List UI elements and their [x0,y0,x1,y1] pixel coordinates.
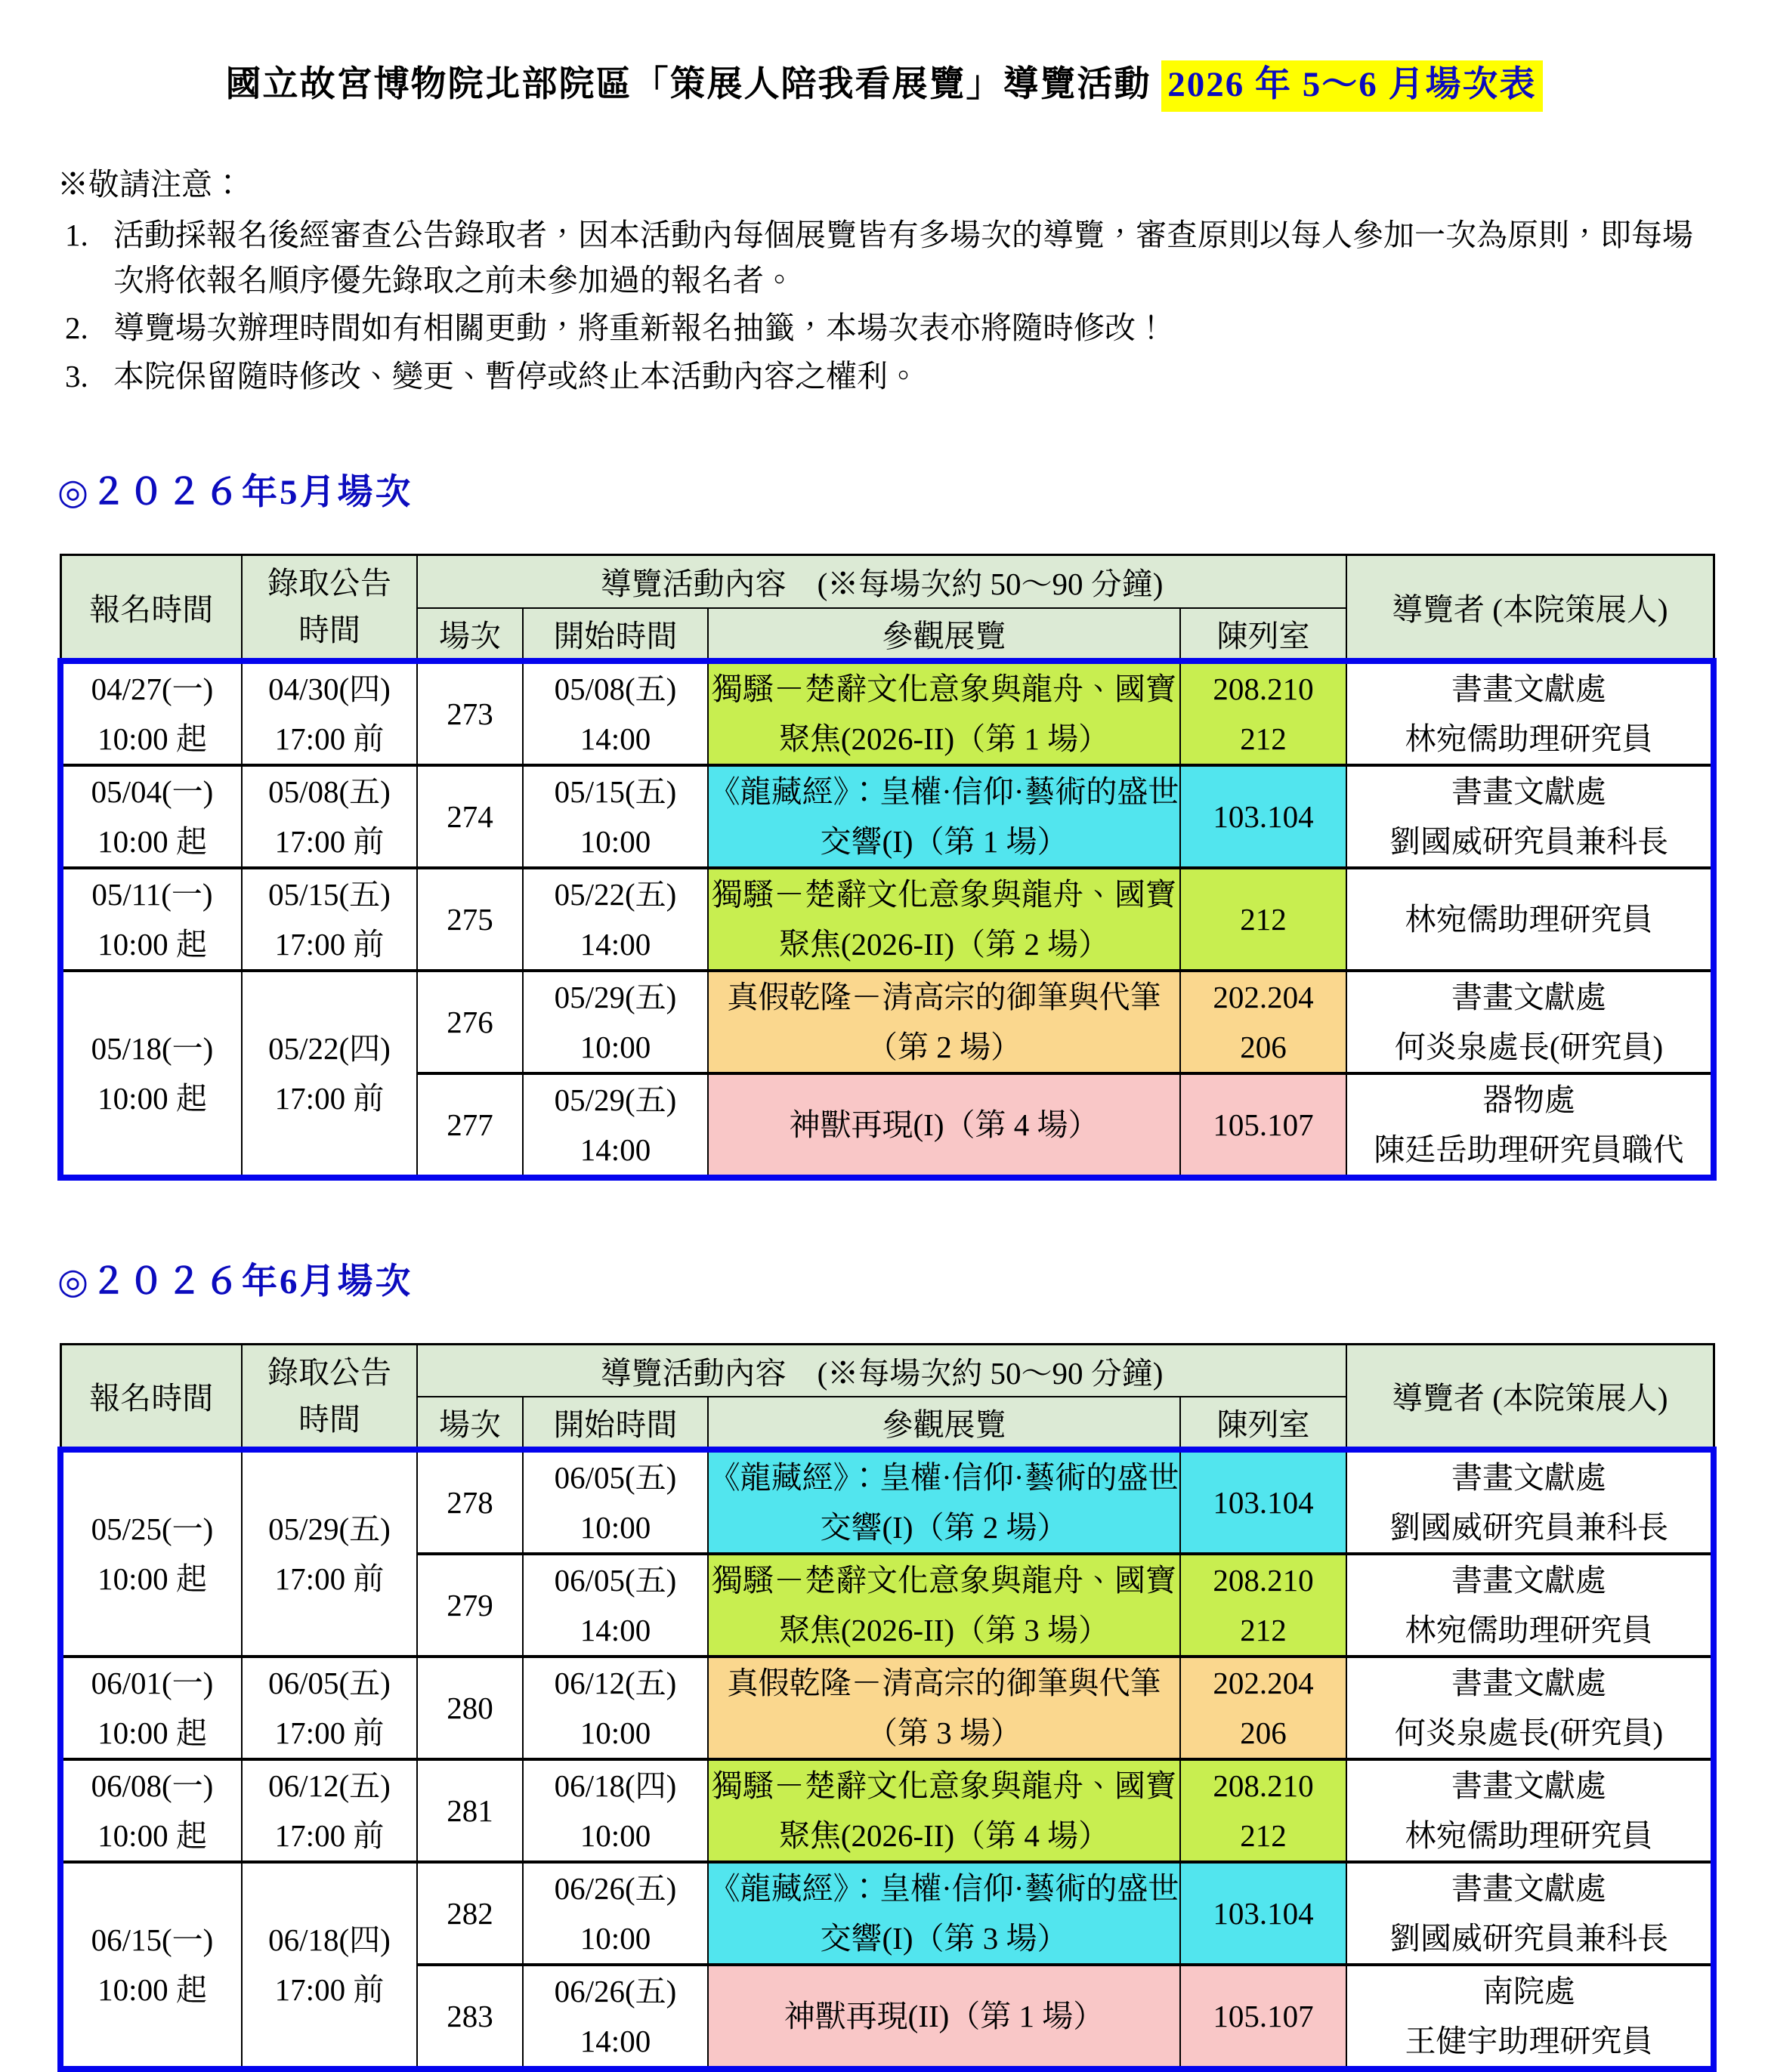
cell-line: 05/15(五) [554,774,677,809]
cell-line: 06/05(五) [554,1460,677,1496]
start-time-cell [523,971,708,1073]
cell-line: 06/08(一) [91,1768,214,1804]
table-body [60,661,1714,1178]
schedule-table-may [57,554,1717,1181]
table-row [60,1862,1714,1965]
session-no-cell: 282 [417,1862,523,1965]
column-header-content: 導覽活動內容 (※每場次約 50～90 分鐘) [417,555,1346,608]
column-header-gallery: 陳列室 [1180,1397,1346,1450]
start-time-cell [523,1862,708,1965]
exhibition-cell: 《龍藏經》：皇權·信仰·藝術的盛世交響(I)（第 1 場） [708,765,1180,868]
cell-line: 10:00 起 [97,1818,207,1854]
announce-time-cell [242,971,417,1178]
cell-line: 06/01(一) [91,1666,214,1701]
cell-line: 14:00 [580,1613,651,1648]
gallery-cell [1180,1862,1346,1965]
cell-line: 206 [1240,1715,1287,1751]
cell-line: 04/27(一) [91,671,214,706]
cell-line: 10:00 [580,1715,651,1751]
cell-line: 202.204 [1213,1666,1314,1701]
column-header-exhibition: 參觀展覽 [708,1397,1180,1450]
announce-time-cell [242,1862,417,2069]
table-row [60,661,1714,765]
cell-line: 器物處 [1482,1082,1575,1117]
cell-line: 10:00 [580,1921,651,1956]
cell-line: 14:00 [580,1132,651,1167]
exhibition-cell: 獨騷－楚辭文化意象與龍舟、國寶聚焦(2026-II)（第 4 場） [708,1759,1180,1862]
start-time-cell [523,1965,708,2069]
cell-line: 錄取公告 [267,566,391,601]
announce-time-cell [242,1759,417,1862]
cell-line: 05/22(四) [268,1030,391,1066]
cell-line: 04/30(四) [268,671,391,706]
gallery-cell [1180,765,1346,868]
session-no-cell: 276 [417,971,523,1073]
cell-line: 17:00 前 [274,926,385,962]
exhibition-cell: 獨騷－楚辭文化意象與龍舟、國寶聚焦(2026-II)（第 3 場） [708,1554,1180,1657]
cell-line: 10:00 [580,1818,651,1854]
guide-cell [1346,1073,1714,1178]
announce-time-cell [242,1657,417,1759]
cell-line: 時間 [298,1401,360,1437]
guide-cell [1346,765,1714,868]
table-row [60,1759,1714,1862]
cell-line: 林宛儒助理研究員 [1405,901,1653,937]
cell-line: 10:00 起 [97,1715,207,1751]
session-no-cell: 277 [417,1073,523,1178]
guide-cell [1346,1554,1714,1657]
cell-line: 06/12(五) [554,1666,677,1701]
cell-line: 書畫文獻處 [1451,671,1606,706]
section-heading-may: ◎２０２６年5月場次 [57,473,413,513]
column-header-session: 場次 [417,608,523,661]
session-no-cell: 275 [417,868,523,971]
cell-line: 林宛儒助理研究員 [1405,1818,1653,1854]
cell-line: 書畫文獻處 [1451,979,1606,1014]
cell-line: 10:00 起 [97,1080,207,1116]
announce-time-cell [242,868,417,971]
signup-time-cell [60,868,242,971]
announce-time-cell [242,1450,417,1657]
cell-line: 17:00 前 [274,721,385,756]
cell-line: 林宛儒助理研究員 [1405,1613,1653,1648]
cell-line: 書畫文獻處 [1451,1768,1606,1804]
cell-line: 06/05(五) [554,1563,677,1598]
cell-line: 202.204 [1213,979,1314,1014]
guide-cell [1346,661,1714,765]
cell-line: 10:00 起 [97,1561,207,1597]
column-header-content: 導覽活動內容 (※每場次約 50～90 分鐘) [417,1344,1346,1397]
title-highlight: 2026 年 5～6 月場次表 [1161,60,1542,112]
column-header-guide: 導覽者 (本院策展人) [1346,555,1714,661]
notes-block [57,162,1711,399]
cell-line: 17:00 前 [274,1972,385,2008]
table-header [60,1344,1714,1450]
table-row [60,868,1714,971]
cell-line: 208.210 [1213,1563,1314,1598]
schedule-table-june [57,1343,1717,2072]
note-item [57,306,1711,350]
cell-line: 10:00 [580,1510,651,1546]
cell-line: 212 [1240,1818,1287,1854]
signup-time-cell [60,661,242,765]
cell-line: 陳廷岳助理研究員職代 [1374,1132,1684,1167]
note-number: 1. [65,218,88,253]
cell-line: 劉國威研究員兼科長 [1389,1921,1668,1956]
cell-line: 10:00 起 [97,926,207,962]
session-no-cell: 274 [417,765,523,868]
signup-time-cell [60,1450,242,1657]
section-heading-june: ◎２０２６年6月場次 [57,1261,413,1302]
column-header-signup: 報名時間 [60,555,242,661]
cell-line: 208.210 [1213,1768,1314,1804]
cell-line: 何炎泉處長(研究員) [1394,1029,1664,1064]
start-time-cell [523,765,708,868]
start-time-cell [523,1450,708,1554]
column-header-session: 場次 [417,1397,523,1450]
cell-line: 林宛儒助理研究員 [1405,721,1653,756]
cell-line: 05/08(五) [554,671,677,706]
session-no-cell: 280 [417,1657,523,1759]
cell-line: 06/26(五) [554,1871,677,1907]
announce-time-cell [242,765,417,868]
cell-line: 212 [1240,901,1287,937]
gallery-cell [1180,1073,1346,1178]
session-no-cell: 279 [417,1554,523,1657]
cell-line: 劉國威研究員兼科長 [1389,823,1668,859]
cell-line: 時間 [298,613,360,648]
exhibition-cell: 真假乾隆－清高宗的御筆與代筆（第 3 場） [708,1657,1180,1759]
guide-cell [1346,1759,1714,1862]
note-number: 2. [65,310,88,346]
start-time-cell [523,868,708,971]
cell-line: 05/11(一) [91,876,213,912]
exhibition-cell: 獨騷－楚辭文化意象與龍舟、國寶聚焦(2026-II)（第 1 場） [708,661,1180,765]
cell-line: 14:00 [580,2024,651,2059]
cell-line: 103.104 [1213,1485,1314,1521]
signup-time-cell [60,1657,242,1759]
cell-line: 05/25(一) [91,1512,214,1547]
gallery-cell [1180,1965,1346,2069]
cell-line: 05/08(五) [268,774,391,809]
cell-line: 10:00 起 [97,721,207,756]
column-header-announce [242,1344,417,1450]
table-row [60,1657,1714,1759]
column-header-gallery: 陳列室 [1180,608,1346,661]
guide-cell [1346,1450,1714,1554]
note-text: 導覽場次辦理時間如有相關更動，將重新報名抽籤，本場次表亦將隨時修改！ [113,310,1167,346]
start-time-cell [523,1554,708,1657]
cell-line: 書畫文獻處 [1451,774,1606,809]
cell-line: 書畫文獻處 [1451,1460,1606,1496]
notes-heading: ※敬請注意： [57,167,243,202]
cell-line: 14:00 [580,721,651,756]
cell-line: 103.104 [1213,1896,1314,1931]
signup-time-cell [60,1759,242,1862]
signup-time-cell [60,971,242,1178]
cell-line: 17:00 前 [274,1080,385,1116]
gallery-cell [1180,1554,1346,1657]
cell-line: 10:00 [580,1029,651,1064]
cell-line: 208.210 [1213,671,1314,706]
table-row [60,765,1714,868]
gallery-cell [1180,1759,1346,1862]
session-no-cell: 281 [417,1759,523,1862]
column-header-start: 開始時間 [523,1397,708,1450]
cell-line: 17:00 前 [274,1561,385,1597]
exhibition-cell: 神獸再現(II)（第 1 場） [708,1965,1180,2069]
column-header-exhibition: 參觀展覽 [708,608,1180,661]
cell-line: 10:00 起 [97,1972,207,2008]
cell-line: 06/05(五) [268,1666,391,1701]
start-time-cell [523,1073,708,1178]
cell-line: 10:00 [580,823,651,859]
announce-time-cell [242,661,417,765]
page-title [57,56,1711,107]
cell-line: 06/18(四) [554,1768,677,1804]
session-no-cell: 283 [417,1965,523,2069]
cell-line: 錄取公告 [267,1354,391,1390]
cell-line: 05/29(五) [554,979,677,1014]
note-item [57,354,1711,399]
page-title-text: 國立故宮博物院北部院區「策展人陪我看展覽」導覽活動 [225,65,1162,104]
cell-line: 06/18(四) [268,1922,391,1958]
note-number: 3. [65,358,88,394]
gallery-cell [1180,868,1346,971]
cell-line: 17:00 前 [274,823,385,859]
cell-line: 05/04(一) [91,774,214,809]
session-no-cell: 278 [417,1450,523,1554]
cell-line: 南院處 [1482,1974,1575,2009]
column-header-guide: 導覽者 (本院策展人) [1346,1344,1714,1450]
signup-time-cell [60,1862,242,2069]
start-time-cell [523,1657,708,1759]
session-no-cell: 273 [417,661,523,765]
cell-line: 書畫文獻處 [1451,1563,1606,1598]
guide-cell [1346,868,1714,971]
cell-line: 05/29(五) [554,1082,677,1117]
start-time-cell [523,661,708,765]
cell-line: 劉國威研究員兼科長 [1389,1510,1668,1546]
cell-line: 206 [1240,1029,1287,1064]
table-row [60,971,1714,1073]
cell-line: 06/12(五) [268,1768,391,1804]
cell-line: 王健宇助理研究員 [1405,2024,1653,2059]
signup-time-cell [60,765,242,868]
cell-line: 17:00 前 [274,1715,385,1751]
gallery-cell [1180,971,1346,1073]
cell-line: 書畫文獻處 [1451,1666,1606,1701]
column-header-start: 開始時間 [523,608,708,661]
cell-line: 06/26(五) [554,1974,677,2009]
exhibition-cell: 神獸再現(I)（第 4 場） [708,1073,1180,1178]
start-time-cell [523,1759,708,1862]
gallery-cell [1180,1657,1346,1759]
cell-line: 05/18(一) [91,1030,214,1066]
note-item [57,213,1711,303]
table-header [60,555,1714,661]
cell-line: 14:00 [580,926,651,962]
guide-cell [1346,1965,1714,2069]
guide-cell [1346,1862,1714,1965]
gallery-cell [1180,1450,1346,1554]
exhibition-cell: 真假乾隆－清高宗的御筆與代筆（第 2 場） [708,971,1180,1073]
cell-line: 17:00 前 [274,1818,385,1854]
exhibition-cell: 獨騷－楚辭文化意象與龍舟、國寶聚焦(2026-II)（第 2 場） [708,868,1180,971]
cell-line: 212 [1240,721,1287,756]
cell-line: 05/22(五) [554,876,677,912]
column-header-announce [242,555,417,661]
cell-line: 103.104 [1213,798,1314,834]
guide-cell [1346,1657,1714,1759]
table-row [60,1450,1714,1554]
cell-line: 書畫文獻處 [1451,1871,1606,1907]
gallery-cell [1180,661,1346,765]
guide-cell [1346,971,1714,1073]
cell-line: 06/15(一) [91,1922,214,1958]
cell-line: 05/29(五) [268,1512,391,1547]
exhibition-cell: 《龍藏經》：皇權·信仰·藝術的盛世交響(I)（第 3 場） [708,1862,1180,1965]
cell-line: 05/15(五) [268,876,391,912]
cell-line: 105.107 [1213,1107,1314,1142]
exhibition-cell: 《龍藏經》：皇權·信仰·藝術的盛世交響(I)（第 2 場） [708,1450,1180,1554]
cell-line: 105.107 [1213,1999,1314,2034]
note-text: 本院保留隨時修改、變更、暫停或終止本活動內容之權利。 [113,358,919,394]
cell-line: 10:00 起 [97,823,207,859]
cell-line: 212 [1240,1613,1287,1648]
cell-line: 何炎泉處長(研究員) [1394,1715,1664,1751]
note-text: 活動採報名後經審查公告錄取者，因本活動內每個展覽皆有多場次的導覽，審查原則以每人參加一次為原則，即每場次將依報名順序優先錄取之前未參加過的報名者。 [113,218,1693,298]
column-header-signup: 報名時間 [60,1344,242,1450]
table-body [60,1450,1714,2069]
